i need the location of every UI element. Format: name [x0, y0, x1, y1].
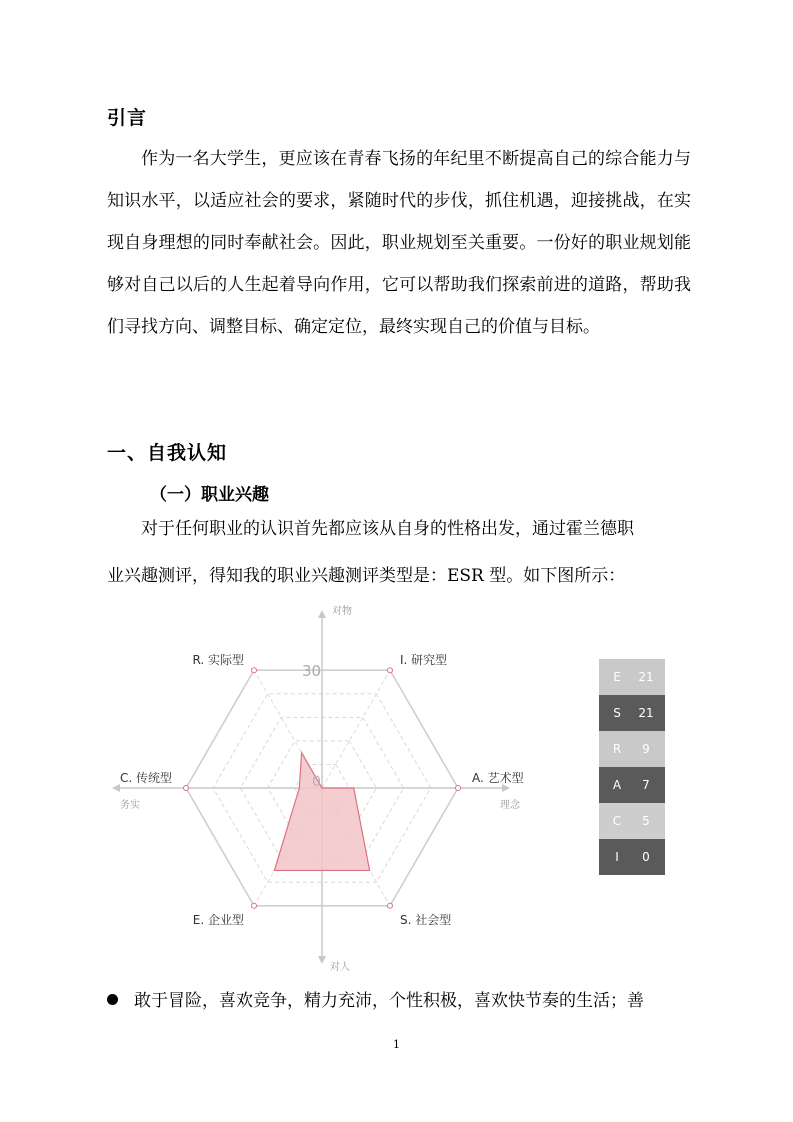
radar-category-label: I. 研究型 [400, 653, 448, 668]
bullet-item [107, 991, 644, 1011]
arrow-right-icon [502, 784, 510, 792]
holland-radar-chart [100, 600, 560, 975]
arrow-left-icon [112, 784, 120, 792]
score-value: 5 [642, 814, 650, 828]
score-table [599, 659, 665, 875]
score-row [599, 767, 665, 803]
radar-vertex [252, 668, 257, 673]
radar-vertex [184, 786, 189, 791]
arrow-down-icon [318, 956, 326, 964]
page-number: 1 [393, 1038, 400, 1051]
radar-category-label: A. 艺术型 [472, 771, 524, 785]
axis-label-bottom: 对人 [330, 962, 350, 973]
scale-zero-label: 0 [312, 774, 321, 790]
score-row [599, 731, 665, 767]
scale-max-label: 30 [302, 662, 322, 681]
score-row [599, 839, 665, 875]
radar-vertex [252, 903, 257, 908]
axis-label-right: 理念 [500, 800, 520, 811]
radar-spoke [322, 670, 390, 788]
radar-category-label: R. 实际型 [192, 653, 244, 668]
axis-label-top: 对物 [332, 606, 352, 617]
intro-heading: 引言 [107, 107, 148, 129]
radar-category-label: C. 传统型 [119, 771, 172, 785]
score-key: R [612, 742, 622, 756]
bullet-dot-icon [107, 994, 118, 1005]
score-value: 7 [642, 778, 650, 792]
arrow-up-icon [318, 610, 326, 618]
score-key: C [612, 814, 622, 828]
radar-category-label: E. 企业型 [192, 912, 244, 927]
score-value: 0 [642, 850, 650, 864]
radar-vertex [388, 668, 393, 673]
intro-paragraph: 作为一名大学生，更应该在青春飞扬的年纪里不断提高自己的综合能力与知识水平，以适应社会的要求，紧随时代的步伐，抓住机遇，迎接挑战，在实现自身理想的同时奉献社会。因此，职业规划至关重要。一份好的职业规划能够对自己以后的人生起着导向作用，它可以帮助我们探索前进的道路，帮助我们寻找方向、调整目标、确定定位，最终实现自己的价值与目标。 [107, 149, 691, 337]
bullet-text: 敢于冒险，喜欢竞争，精力充沛，个性积极，喜欢快节奏的生活；善 [134, 991, 644, 1011]
interest-paragraph-line-1: 对于任何职业的认识首先都应该从自身的性格出发，通过霍兰德职 [141, 519, 634, 539]
score-value: 21 [638, 706, 654, 720]
radar-category-label: S. 社会型 [400, 912, 452, 927]
section-heading-self-awareness: 一、自我认知 [107, 442, 228, 464]
score-key: E [613, 670, 621, 684]
axis-label-left: 务实 [120, 800, 140, 811]
score-row [599, 659, 665, 695]
score-row [599, 803, 665, 839]
score-value: 9 [642, 742, 650, 756]
score-row [599, 695, 665, 731]
score-key: A [612, 778, 622, 792]
radar-vertex [456, 786, 461, 791]
score-key: I [615, 850, 619, 864]
radar-vertex [388, 903, 393, 908]
sub-heading-career-interest: （一）职业兴趣 [150, 485, 269, 505]
score-key: S [613, 706, 621, 720]
score-value: 21 [638, 670, 654, 684]
interest-paragraph-line-2: 业兴趣测评，得知我的职业兴趣测评类型是：ESR 型。如下图所示： [107, 566, 626, 586]
